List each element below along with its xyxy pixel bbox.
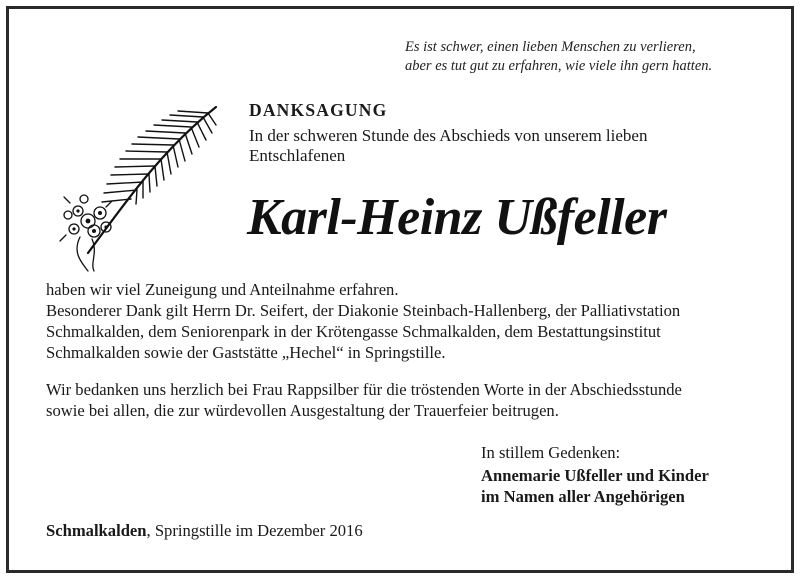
thanks-paragraph-1: [46, 279, 761, 363]
place-rest: , Springstille im Dezember 2016: [146, 521, 363, 540]
deceased-name: Karl-Heinz Ußfeller: [247, 189, 667, 246]
feather-with-flowers-icon: [58, 103, 223, 273]
body-line: Schmalkalden, dem Seniorenpark in der Krötengasse Schmalkalden, dem Bestattungsinstitut: [46, 322, 661, 341]
closing-phrase: In stillem Gedenken:: [481, 443, 621, 462]
signer-line-2: im Namen aller Angehörigen: [481, 487, 685, 506]
signer-line-1: Annemarie Ußfeller und Kinder: [481, 466, 709, 485]
intro-text: [249, 126, 669, 166]
quote-line-1: Es ist schwer, einen lieben Menschen zu verlieren,: [405, 39, 696, 55]
body-line: haben wir viel Zuneigung und Anteilnahme erfahren.: [46, 280, 399, 299]
memorial-quote: [405, 38, 765, 76]
place-city: Schmalkalden: [46, 521, 147, 540]
thanks-paragraph-2: [46, 379, 761, 421]
place-and-date: [46, 520, 363, 541]
body-line: Wir bedanken uns herzlich bei Frau Rappsilber für die tröstenden Worte in der Abschiedsstunde: [46, 380, 682, 399]
intro-line-1: In der schweren Stunde des Abschieds von unserem lieben: [249, 126, 648, 145]
heading-danksagung: DANKSAGUNG: [249, 100, 388, 120]
body-line: Besonderer Dank gilt Herrn Dr. Seifert, der Diakonie Steinbach-Hallenberg, der Palliativstation: [46, 301, 681, 320]
intro-line-2: Entschlafenen: [249, 146, 346, 165]
quote-line-2: aber es tut gut zu erfahren, wie viele ihn gern hatten.: [405, 58, 713, 74]
body-line: Schmalkalden sowie der Gaststätte „Hechel“ in Springstille.: [46, 343, 446, 362]
body-line: sowie bei allen, die zur würdevollen Ausgestaltung der Trauerfeier beitrugen.: [46, 401, 559, 420]
signers: [481, 465, 709, 507]
